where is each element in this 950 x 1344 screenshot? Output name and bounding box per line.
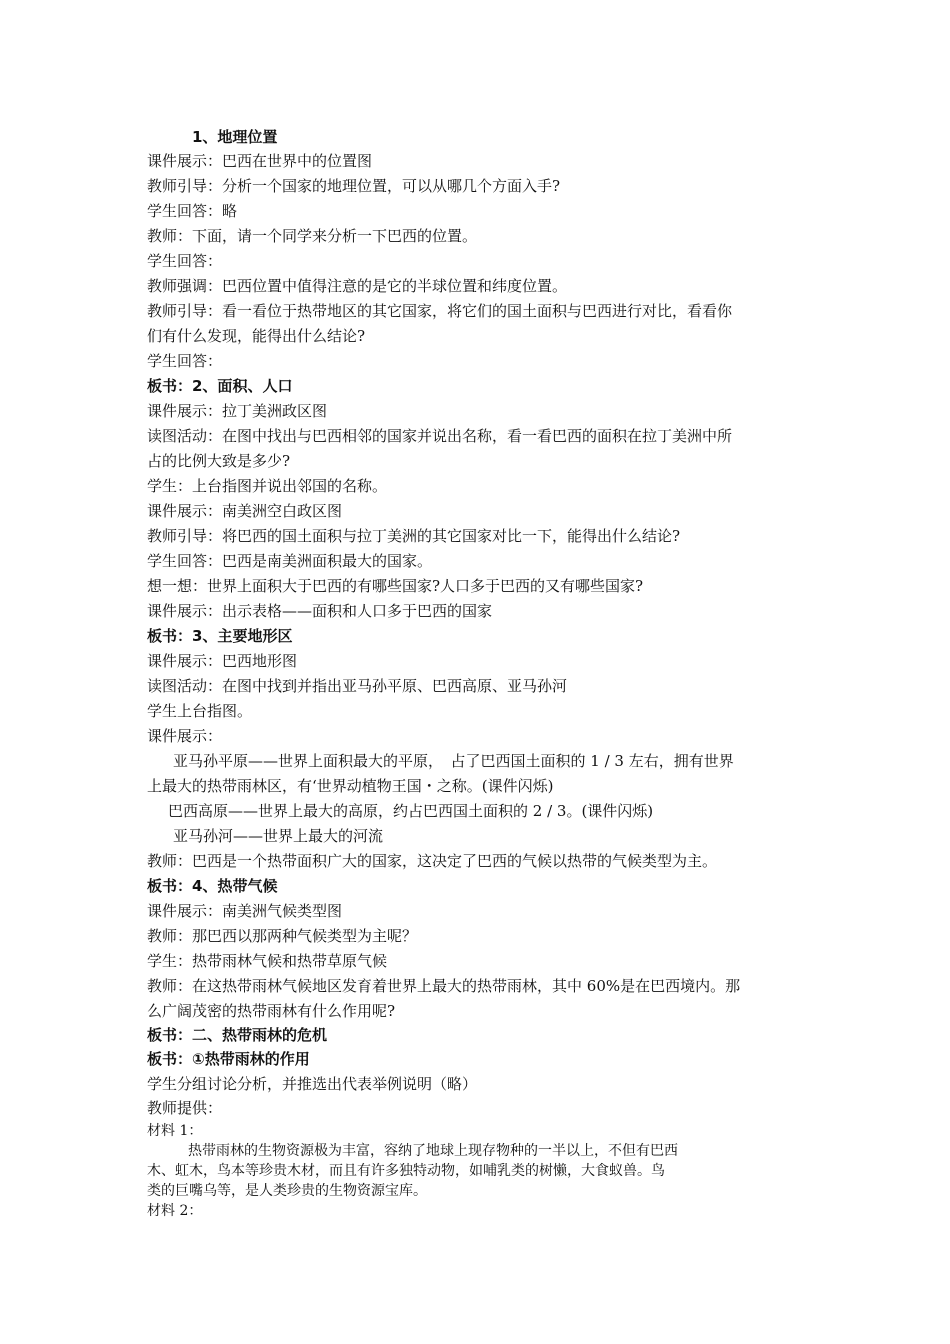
text-line: 课件展示：南美洲空白政区图 [147,502,343,520]
text-line: 课件展示：出示表格——面积和人口多于巴西的国家 [147,602,493,620]
heading-landforms: 板书：3、主要地形区 [147,627,293,645]
text-line: 学生回答： [147,252,223,270]
text-line: 么广阔茂密的热带雨林有什么作用呢? [147,1002,396,1020]
heading-geographic-location: 1、地理位置 [192,128,278,146]
text-line: 教师：在这热带雨林气候地区发育着世界上最大的热带雨林，其中 60%是在巴西境内。那 [147,977,741,995]
heading-rainforest-crisis: 板书：二、热带雨林的危机 [147,1026,328,1044]
material-2-label: 材料 2： [147,1203,203,1219]
text-line: 亚马孙河——世界上最大的河流 [173,827,384,845]
text-line: 想一想：世界上面积大于巴西的有哪些国家?人口多于巴西的又有哪些国家? [147,577,644,595]
text-line: 学生回答： [147,352,223,370]
text-line: 学生回答：略 [147,202,238,220]
text-line: 教师：巴西是一个热带面积广大的国家，这决定了巴西的气候以热带的气候类型为主。 [147,852,718,870]
text-line: 巴西高原——世界上最大的高原，约占巴西国土面积的 2 / 3。(课件闪烁) [168,802,654,820]
text-line: 热带雨林的生物资源极为丰富，容纳了地球上现存物种的一半以上，不但有巴西 [188,1143,678,1159]
text-line: 学生分组讨论分析，并推选出代表举例说明（略） [147,1075,478,1093]
text-line: 课件展示：南美洲气候类型图 [147,902,343,920]
text-line: 上最大的热带雨林区，有‘世界动植物王国・之称。(课件闪烁) [147,777,554,795]
text-line: 学生：热带雨林气候和热带草原气候 [147,952,388,970]
material-1-label: 材料 1： [147,1123,203,1139]
text-line: 课件展示：巴西地形图 [147,652,298,670]
text-line: 教师提供： [147,1099,223,1117]
heading-tropical-climate: 板书：4、热带气候 [147,877,278,895]
heading-rainforest-role: 板书：①热带雨林的作用 [147,1050,310,1068]
text-line: 教师引导：看一看位于热带地区的其它国家，将它们的国土面积与巴西进行对比，看看你 [147,302,733,320]
text-line: 教师强调：巴西位置中值得注意的是它的半球位置和纬度位置。 [147,277,568,295]
text-line: 们有什么发现，能得出什么结论? [147,327,366,345]
text-line: 占的比例大致是多少? [147,452,291,470]
text-line: 读图活动：在图中找出与巴西相邻的国家并说出名称，看一看巴西的面积在拉丁美洲中所 [147,427,733,445]
text-line: 课件展示：巴西在世界中的位置图 [147,152,373,170]
text-line: 木、虹木，鸟本等珍贵木材，而且有许多独特动物，如哺乳类的树懒，大食蚁兽。鸟 [147,1163,665,1179]
text-line: 学生回答：巴西是南美洲面积最大的国家。 [147,552,433,570]
text-line: 教师引导：将巴西的国土面积与拉丁美洲的其它国家对比一下，能得出什么结论? [147,527,681,545]
text-line: 课件展示： [147,727,223,745]
text-line: 教师：下面，请一个同学来分析一下巴西的位置。 [147,227,478,245]
text-line: 亚马孙平原——世界上面积最大的平原， 占了巴西国土面积的 1 / 3 左右，拥有世界 [173,752,734,770]
text-line: 类的巨嘴乌等，是人类珍贵的生物资源宝库。 [147,1183,427,1199]
text-line: 课件展示：拉丁美洲政区图 [147,402,328,420]
text-line: 学生：上台指图并说出邻国的名称。 [147,477,388,495]
text-line: 读图活动：在图中找到并指出亚马孙平原、巴西高原、亚马孙河 [147,677,568,695]
text-line: 学生上台指图。 [147,702,253,720]
text-line: 教师：那巴西以那两种气候类型为主呢？ [147,927,418,945]
heading-area-population: 板书：2、面积、人口 [147,377,293,395]
text-line: 教师引导：分析一个国家的地理位置，可以从哪几个方面入手? [147,177,561,195]
